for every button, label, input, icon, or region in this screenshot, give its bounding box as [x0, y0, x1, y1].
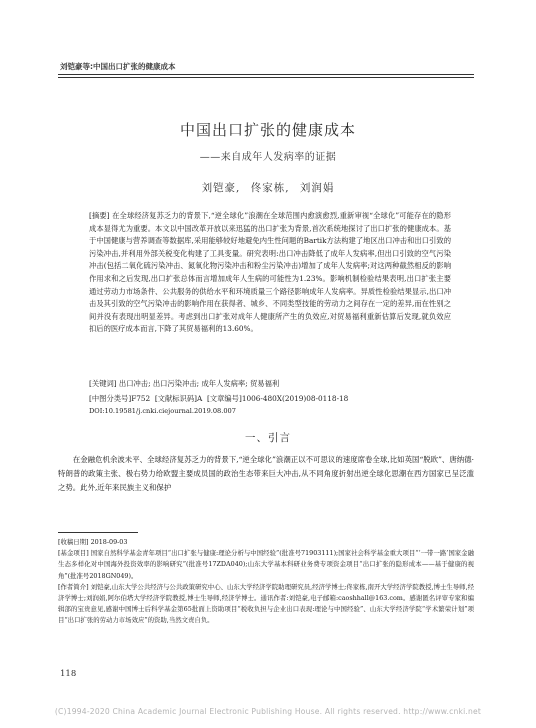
- header-rule: [58, 74, 474, 75]
- body-paragraph: 在金融危机余波未平、全球经济复苏乏力的背景下,“逆全球化”浪潮正以不可思议的速度席卷全球,比如英国“脱欧”、唐纳德·特朗普的政策主张、极右势力给欧盟主要成员国的政治生态带来巨大冲击,从不同角度折射出逆全球化思潮在西方国家已呈泛滥之势。此外,近年来民族主义和保护: [58, 455, 474, 493]
- doi: DOI:10.19581/j.cnki.ciejournal.2019.08.007: [89, 407, 236, 415]
- article-subtitle: ——来自成年人发病率的证据: [199, 152, 337, 163]
- author-info-note: [作者简介] 刘铠豪,山东大学公共经济与公共政策研究中心、山东大学经济学院助理研究员,经济学博士;佟家栋,南开大学经济学院教授,博士生导师,经济学博士;刘润娟,阿尔伯塔大学经济学院教授,博士生导师,经济学博士。通讯作者:刘铠豪,电子邮箱:caoshhall@163.com。感谢匿名评审专家和编辑部的宝贵意见,感谢中国博士后科学基金第65批面上资助项目“税收负担与企业出口表现:理论与中国经验”、山东大学经济学院“学术繁荣计划”项目“出口扩张的劳动力市场效应”的资助,当然文责自负。: [58, 582, 474, 625]
- abstract: [89, 210, 451, 336]
- received-date: [收稿日期] 2018-09-03: [58, 538, 128, 546]
- section-heading: 一、引言: [245, 432, 291, 444]
- classification-line: [89, 394, 469, 404]
- doc-code-label: [文献标识码]: [154, 394, 198, 403]
- doc-code: A: [197, 394, 203, 403]
- clc-code: F752: [131, 394, 151, 403]
- footnote-rule: [58, 532, 138, 533]
- clc-label: [中图分类号]: [89, 394, 132, 403]
- abstract-text: 在全球经济复苏乏力的背景下,“逆全球化”浪潮在全球范围内愈演愈烈,重新审视“全球化”可能存在的隐形成本显得尤为重要。本文以中国改革开放以来迅猛的出口扩张为背景,首次系统地探讨了出口扩张的健康成本。基于中国健康与营养调查等数据库,采用能够较好地避免内生性问题的Bartik方法构建了地区出口冲击和出口引致的污染冲击,并利用外部关税变化构建了工具变量。研究表明:出口冲击降低了成年人发病率,但出口引致的空气污染冲击(包括二氧化硫污染冲击、氮氧化物污染冲击和粉尘污染冲击)增加了成年人发病率;对这两种截然相反的影响作用求和之后发现,出口扩张总体而言增加成年人生病的可能性为1.23%。影响机制检验结果表明,出口扩张主要通过劳动力市场条件、公共服务的供给水平和环境质量三个路径影响成年人发病率。异质性检验结果显示,出口冲击及其引致的空气污染冲击的影响作用在获得者、城乡、不同类型技能的劳动力之间存在一定的差异,而在性别之间并没有表现出明显差异。考虑到出口扩张对成年人健康所产生的负效应,对贸易福利重新估算后发现,就负效应扣后的医疗成本而言,下降了其贸易福利的13.60%。: [89, 211, 452, 334]
- page-number: 118: [60, 669, 77, 679]
- footnotes: [58, 537, 474, 627]
- article-no: 1006-480X(2019)08-0118-18: [241, 394, 349, 403]
- keywords-text: 出口冲击; 出口污染冲击; 成年人发病率; 贸易福利: [118, 379, 280, 388]
- funding-note: [基金项目] 国家自然科学基金青年项目“出口扩张与健康:理论分析与中国经验”(批准号71903111);国家社会科学基金重大项目“‘一带一路’国家金融生态多样化对中国海外投资效率的影响研究”(批准号17ZDA040);山东大学基本科研业务费专项资金项目“出口扩张的隐形成本——基于健康的视角”(批准号2018GN049)。: [58, 549, 474, 580]
- keywords: [89, 379, 451, 389]
- author-list: 刘铠豪, 佟家栋, 刘润娟: [201, 182, 335, 194]
- abstract-label: [摘要]: [89, 211, 110, 220]
- running-header: 刘铠豪等:中国出口扩张的健康成本: [60, 62, 176, 71]
- article-title: 中国出口扩张的健康成本: [179, 121, 356, 139]
- header-rule-thin: [58, 77, 474, 78]
- keywords-label: [关键词]: [89, 379, 117, 388]
- article-no-label: [文章编号]: [206, 394, 242, 403]
- copyright-watermark: (C)1994-2020 China Academic Journal Electronic Publishing House. All rights reserved. http://www.cnki.net: [54, 707, 482, 716]
